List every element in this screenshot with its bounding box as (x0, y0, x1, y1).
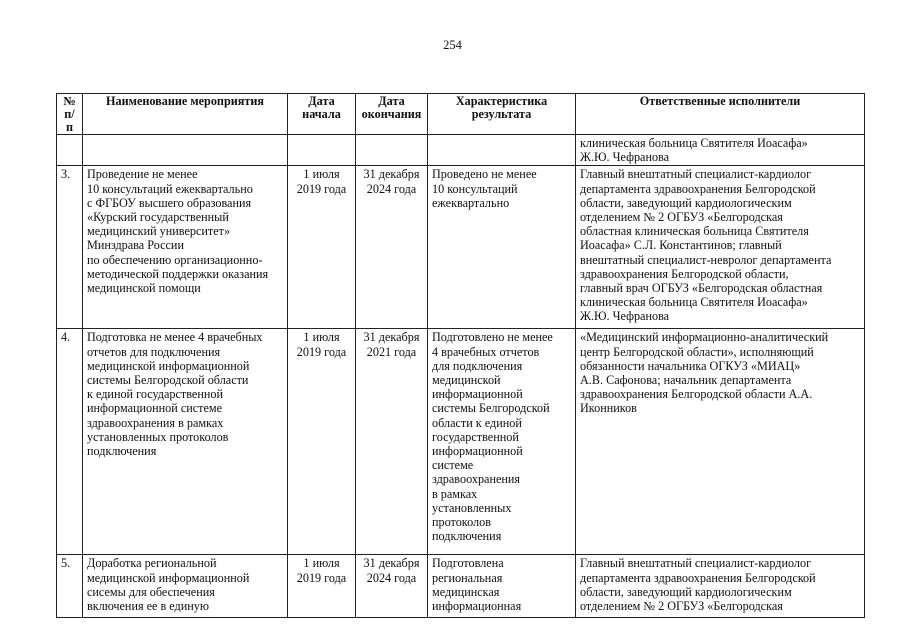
table-row-continuation (57, 135, 865, 166)
cell-result: Проведено не менее 10 консультаций ежеквартально (428, 166, 576, 329)
cell-name: Проведение не менее 10 консультаций ежеквартально с ФГБОУ высшего образования «Курский государственный медицинский университет» Минздрава России по обеспечению организационно- методической поддержки оказания медицинской помощи (83, 166, 288, 329)
table-row (57, 329, 865, 555)
cell-result: Подготовлено не менее 4 врачебных отчетов для подключения медицинской информационной системы Белгородской области к единой государственной информационной системе здравоохранения в рамках установленных протоколов подключения (428, 329, 576, 555)
cell-start: 1 июля 2019 года (288, 555, 356, 618)
header-start: Дата начала (288, 94, 356, 135)
table-header-row (57, 94, 865, 135)
cell-responsible: Главный внештатный специалист-кардиолог департамента здравоохранения Белгородской области, заведующий кардиологическим отделением № 2 ОГБУЗ «Белгородская областная клиническая больница Святителя Иоасафа» С.Л. Константинов; главный внештатный специалист-невролог департамента здравоохранения Белгородской области, главный врач ОГБУЗ «Белгородская областная клиническая больница Святителя Иоасафа» Ж.Ю. Чефранова (576, 166, 865, 329)
cell-name (83, 135, 288, 166)
cell-start: 1 июля 2019 года (288, 329, 356, 555)
cell-name: Доработка региональной медицинской информационной сисемы для обеспечения включения ее в единую (83, 555, 288, 618)
cell-num (57, 135, 83, 166)
header-result: Характеристика результата (428, 94, 576, 135)
header-end: Дата окончания (356, 94, 428, 135)
cell-responsible: «Медицинский информационно-аналитический центр Белгородской области», исполняющий обязанности начальника ОГКУЗ «МИАЦ» А.В. Сафонова; начальник департамента здравоохранения Белгородской области А.А. Иконников (576, 329, 865, 555)
cell-num: 5. (57, 555, 83, 618)
cell-end (356, 135, 428, 166)
action-plan-table (56, 93, 865, 618)
cell-result: Подготовлена региональная медицинская информационная (428, 555, 576, 618)
cell-num: 3. (57, 166, 83, 329)
table-row (57, 166, 865, 329)
cell-start (288, 135, 356, 166)
header-num: № п/п (57, 94, 83, 135)
table-row (57, 555, 865, 618)
cell-num: 4. (57, 329, 83, 555)
header-responsible: Ответственные исполнители (576, 94, 865, 135)
cell-end: 31 декабря 2024 года (356, 166, 428, 329)
cell-start: 1 июля 2019 года (288, 166, 356, 329)
page-number: 254 (443, 38, 462, 52)
cell-end: 31 декабря 2021 года (356, 329, 428, 555)
header-name: Наименование мероприятия (83, 94, 288, 135)
cell-responsible: клиническая больница Святителя Иоасафа» Ж.Ю. Чефранова (576, 135, 865, 166)
cell-responsible: Главный внештатный специалист-кардиолог департамента здравоохранения Белгородской области, заведующий кардиологическим отделением № 2 ОГБУЗ «Белгородская (576, 555, 865, 618)
cell-result (428, 135, 576, 166)
cell-name: Подготовка не менее 4 врачебных отчетов для подключения медицинской информационной системы Белгородской области к единой государственной информационной системе здравоохранения в рамках установленных протоколов подключения (83, 329, 288, 555)
cell-end: 31 декабря 2024 года (356, 555, 428, 618)
